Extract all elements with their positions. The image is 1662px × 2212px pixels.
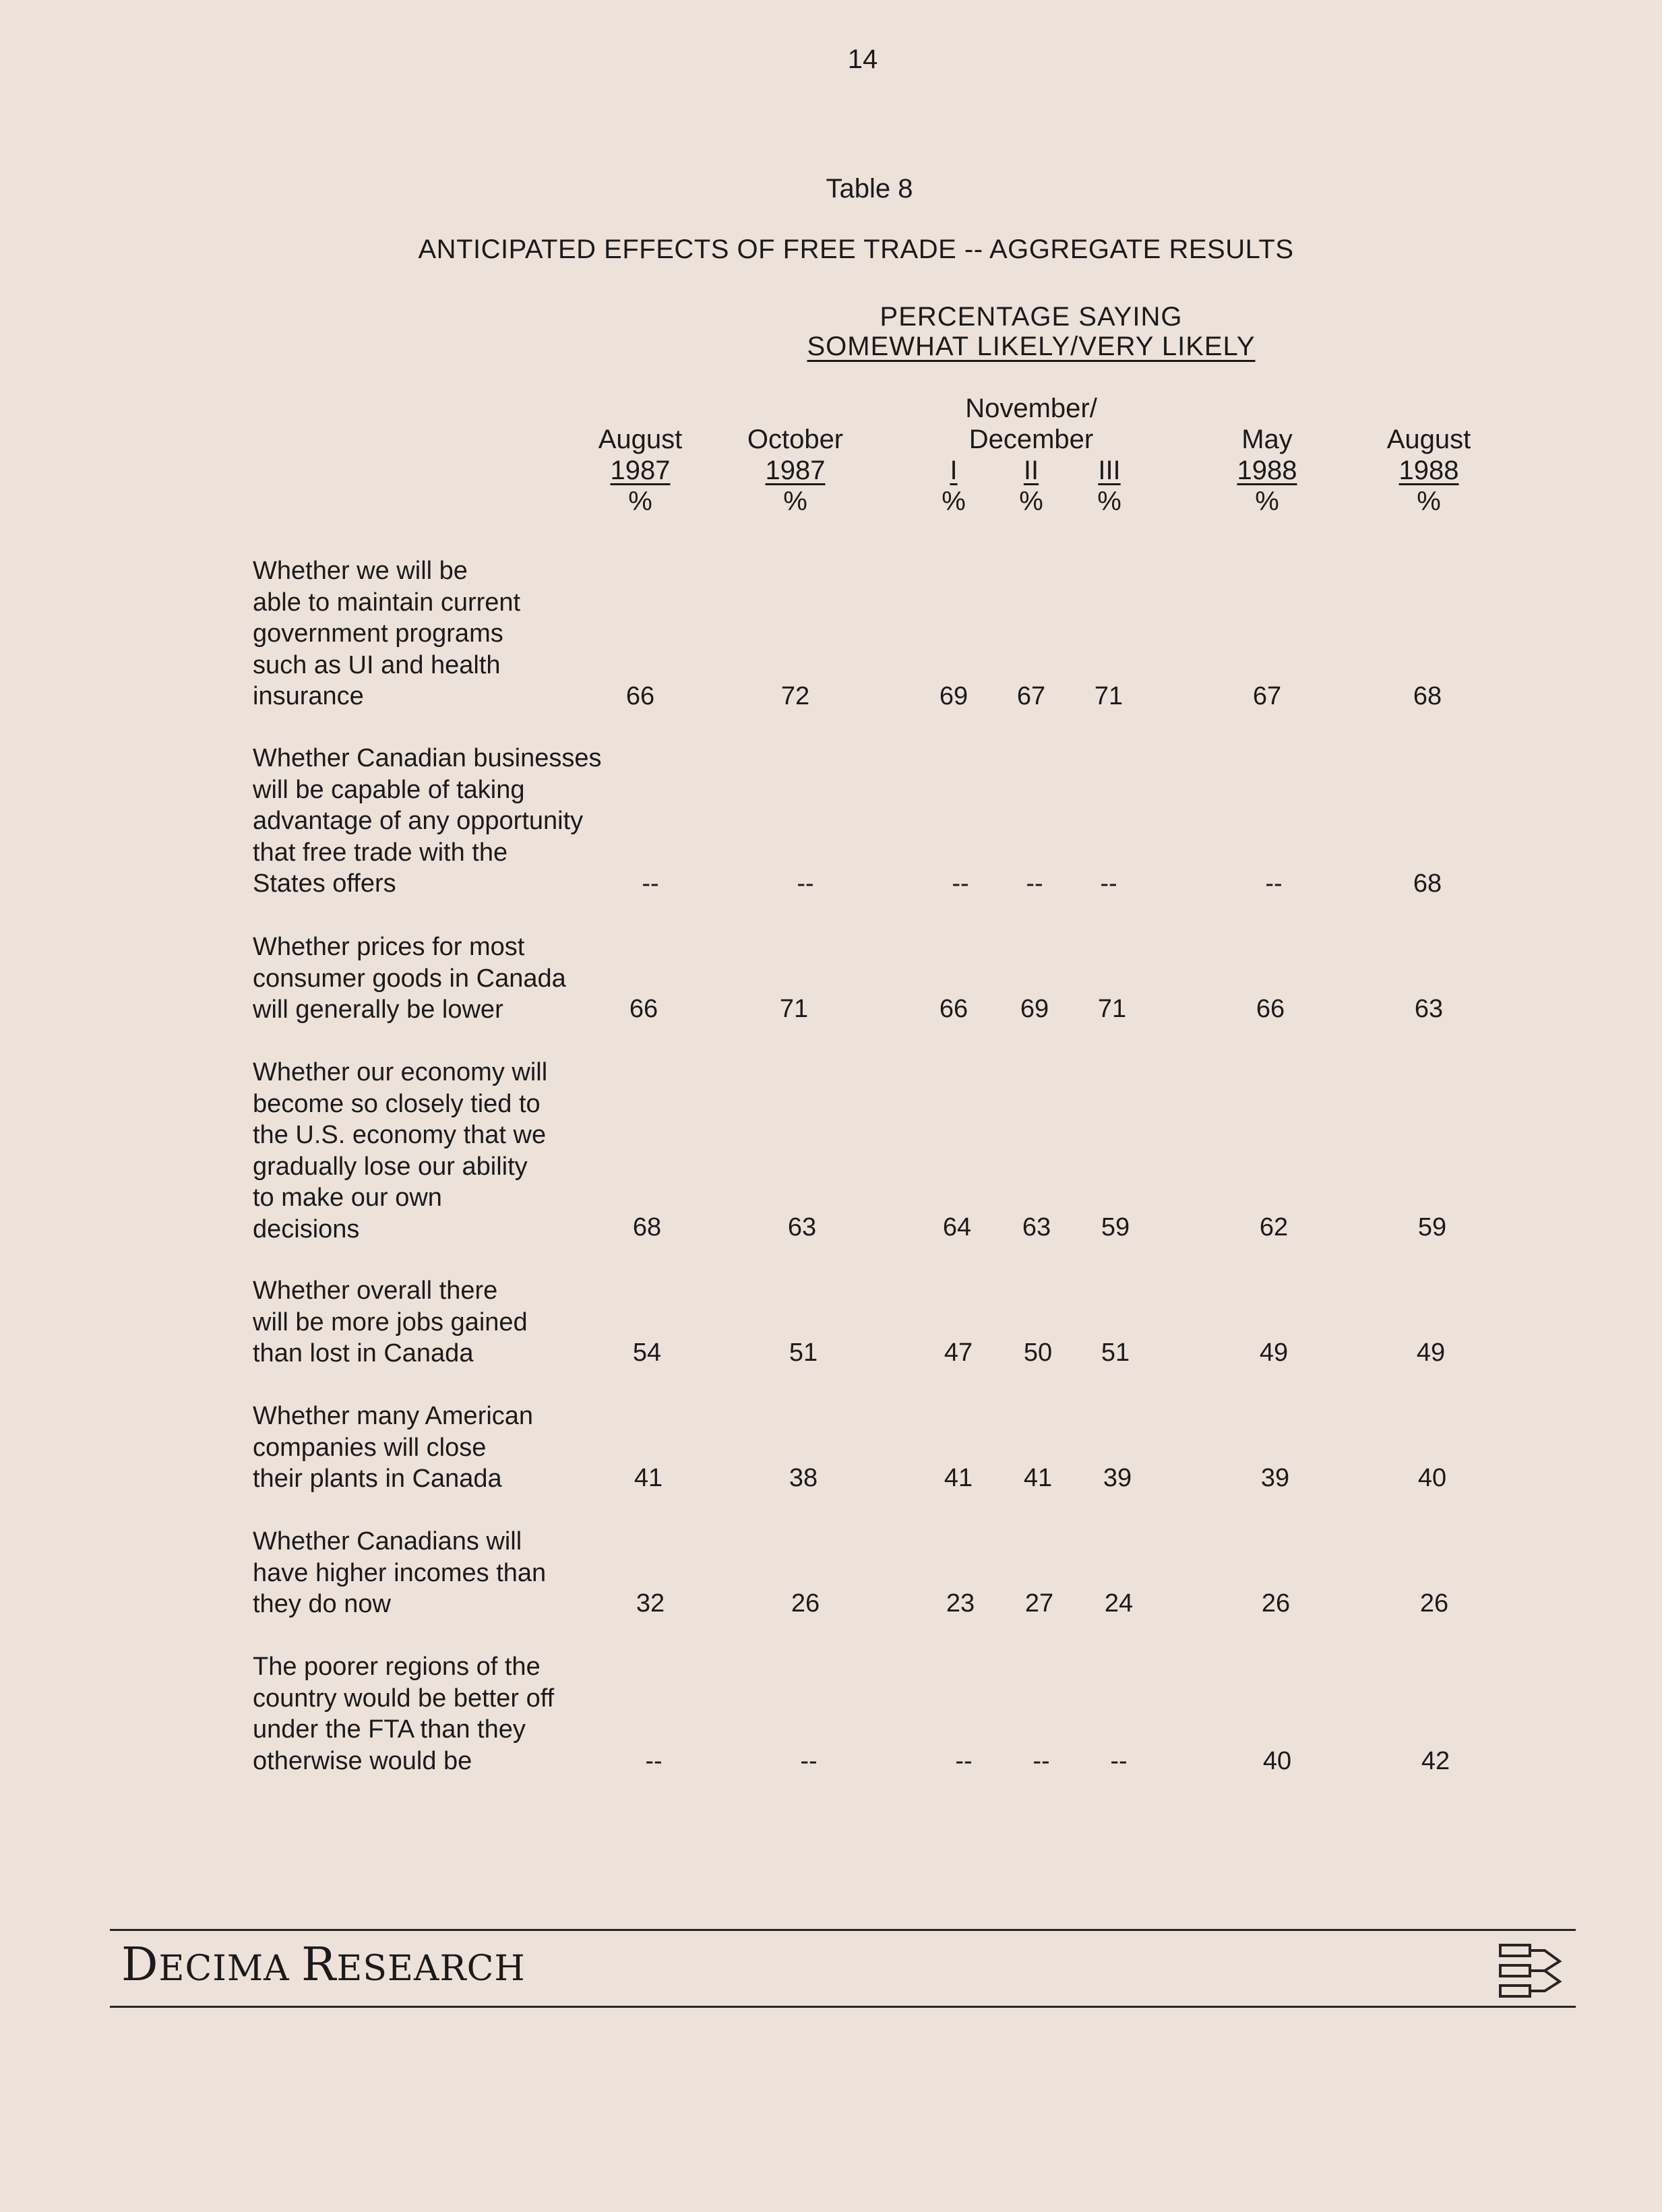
table-cell: --	[1265, 869, 1283, 898]
table-label: Table 8	[826, 174, 913, 204]
col-aug87-year: 1987	[610, 456, 671, 485]
col-may88-unit: %	[1255, 487, 1279, 516]
table-cell: 40	[1262, 1747, 1292, 1775]
row-label: Whether prices for most consumer goods in Canada will generally be lower	[253, 933, 566, 1024]
table-cell: 39	[1260, 1464, 1290, 1492]
col-may88-month: May	[1241, 425, 1293, 454]
table-cell: 67	[1016, 682, 1046, 710]
col-aug88-month: August	[1386, 425, 1471, 454]
table-cell: 41	[944, 1464, 973, 1492]
table-cell: 51	[789, 1339, 818, 1367]
table-cell: 62	[1259, 1213, 1289, 1241]
table-cell: 66	[625, 682, 655, 710]
col-oct87-year: 1987	[765, 456, 826, 485]
table-cell: 38	[789, 1464, 818, 1492]
table-cell: 66	[939, 995, 968, 1023]
table-cell: 50	[1023, 1339, 1053, 1367]
row-label: Whether many American companies will close their plants in Canada	[253, 1402, 534, 1493]
table-cell: 49	[1416, 1339, 1446, 1367]
table-cell: 26	[1419, 1589, 1449, 1618]
table-cell: 41	[634, 1464, 663, 1492]
col-novdec-wave-3-unit: %	[1097, 487, 1121, 516]
col-novdec-month-line1: November/	[965, 394, 1097, 423]
col-oct87-unit: %	[783, 487, 807, 516]
table-cell: --	[952, 869, 969, 898]
decima-logo-icon	[1498, 1941, 1565, 2005]
col-aug88-unit: %	[1417, 487, 1441, 516]
table-cell: 63	[787, 1213, 817, 1241]
table-cell: 63	[1022, 1213, 1051, 1241]
table-cell: --	[797, 869, 814, 898]
percentage-heading-line2: SOMEWHAT LIKELY/VERY LIKELY	[807, 332, 1256, 361]
col-novdec-month-line2: December	[968, 425, 1094, 454]
row-label: The poorer regions of the country would be better off under the FTA than they otherwise would be	[253, 1653, 555, 1775]
table-cell: 66	[1256, 995, 1285, 1023]
table-cell: 67	[1252, 682, 1282, 710]
col-novdec-wave-1-unit: %	[942, 487, 966, 516]
col-oct87-month: October	[747, 425, 844, 454]
footer-brand: DECIMA RESEARCH	[121, 1938, 526, 1992]
table-cell: 71	[779, 995, 809, 1023]
table-cell: 63	[1414, 995, 1444, 1023]
table-cell: 68	[632, 1213, 662, 1241]
row-label: Whether Canadian businesses will be capable of taking advantage of any opportunity that free trade with the States offers	[253, 744, 602, 898]
row-label: Whether our economy will become so closely tied to the U.S. economy that we gradually lose our ability to make our own decisions	[253, 1058, 548, 1243]
col-aug88-year: 1988	[1398, 456, 1459, 485]
table-cell: 49	[1259, 1339, 1289, 1367]
table-cell: 59	[1101, 1213, 1130, 1241]
table-cell: --	[642, 869, 659, 898]
table-cell: 68	[1413, 682, 1442, 710]
col-aug87-month: August	[598, 425, 683, 454]
row-label: Whether Canadians will have higher incomes than they do now	[253, 1527, 547, 1618]
percentage-heading-line1: PERCENTAGE SAYING	[880, 302, 1183, 332]
table-cell: 41	[1023, 1464, 1053, 1492]
table-cell: --	[800, 1747, 818, 1775]
table-cell: 32	[636, 1589, 665, 1618]
table-cell: --	[1026, 869, 1043, 898]
table-cell: 59	[1417, 1213, 1447, 1241]
col-novdec-wave-2-unit: %	[1019, 487, 1043, 516]
table-cell: --	[1033, 1747, 1050, 1775]
table-cell: 54	[632, 1339, 662, 1367]
footer-bottom-rule	[110, 2006, 1576, 2008]
table-cell: 23	[946, 1589, 975, 1618]
col-novdec-wave-1: I	[950, 456, 958, 485]
table-cell: 42	[1421, 1747, 1450, 1775]
table-cell: --	[1100, 869, 1117, 898]
row-label: Whether we will be able to maintain current government programs such as UI and health insurance	[253, 557, 521, 710]
table-cell: 71	[1094, 682, 1124, 710]
col-novdec-wave-3: III	[1098, 456, 1121, 485]
table-title: ANTICIPATED EFFECTS OF FREE TRADE -- AGGREGATE RESULTS	[418, 235, 1294, 264]
footer-top-rule	[110, 1929, 1576, 1931]
table-cell: 51	[1101, 1339, 1130, 1367]
table-cell: 26	[791, 1589, 820, 1618]
page-number: 14	[847, 44, 878, 74]
table-cell: 64	[942, 1213, 972, 1241]
table-cell: --	[955, 1747, 973, 1775]
table-cell: 68	[1413, 869, 1442, 898]
table-cell: 26	[1261, 1589, 1291, 1618]
table-cell: 66	[629, 995, 658, 1023]
table-cell: 27	[1024, 1589, 1054, 1618]
col-may88-year: 1988	[1237, 456, 1297, 485]
col-aug87-unit: %	[628, 487, 652, 516]
table-cell: 40	[1417, 1464, 1447, 1492]
row-label: Whether overall there will be more jobs gained than lost in Canada	[253, 1277, 528, 1368]
table-cell: 69	[939, 682, 968, 710]
table-cell: --	[1110, 1747, 1128, 1775]
table-cell: 24	[1104, 1589, 1134, 1618]
table-cell: 47	[944, 1339, 973, 1367]
table-cell: 71	[1097, 995, 1127, 1023]
table-cell: 39	[1103, 1464, 1132, 1492]
table-cell: --	[645, 1747, 663, 1775]
table-cell: 69	[1020, 995, 1049, 1023]
table-cell: 72	[780, 682, 810, 710]
col-novdec-wave-2: II	[1023, 456, 1039, 485]
